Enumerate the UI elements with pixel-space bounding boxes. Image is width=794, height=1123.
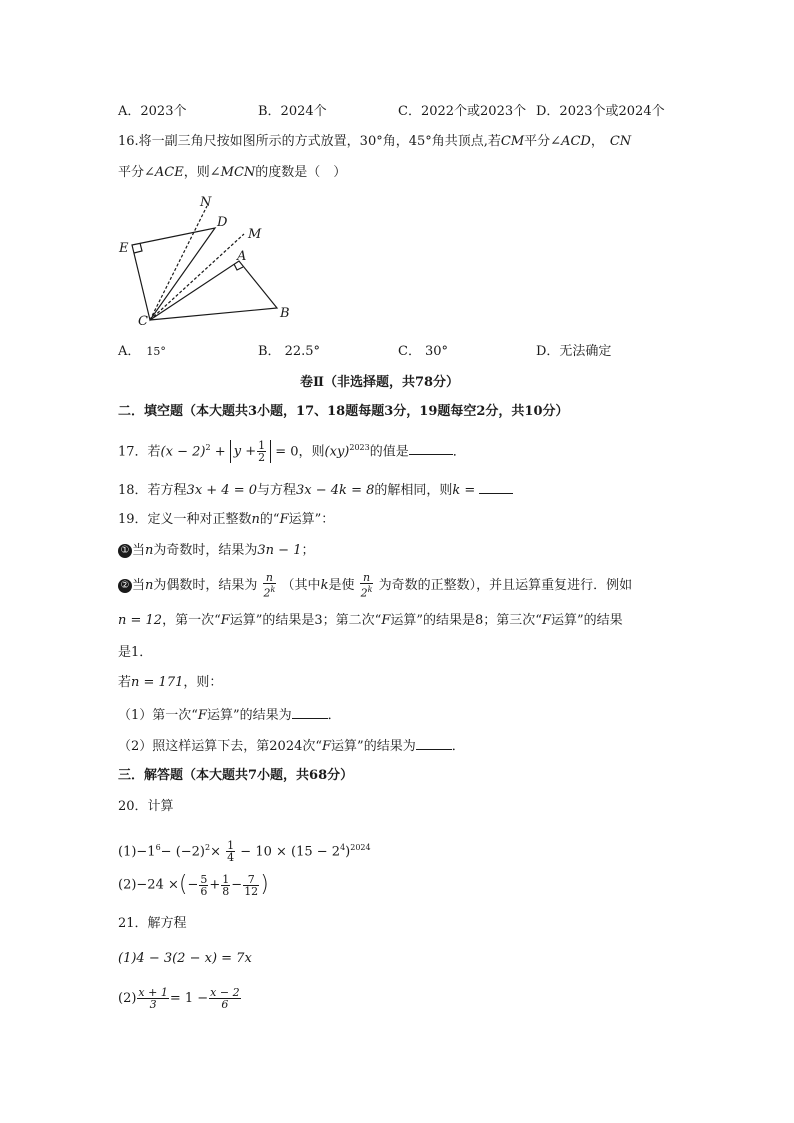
abs-value: y + $\frac{1}{2}$: [230, 440, 271, 463]
q15-option-d: D．2023个或2024个: [536, 104, 665, 119]
fraction-n-over-2k: $\frac{n}{2^k}$: [263, 571, 276, 600]
q19-example: n = 12，第一次“F运算”的结果是3；第二次“F运算”的结果是8；第三次“F运算”的结果: [118, 613, 623, 628]
part2-heading: 二．填空题（本大题共3小题，17、18题每题3分，19题每空2分，共10分）: [118, 404, 569, 419]
q19-rule1: ① 当n为奇数时，结果为3n − 1；: [118, 541, 315, 561]
label-b: B: [280, 306, 290, 321]
q16-line1: 16.将一副三角尺按如图所示的方式放置，30°角，45°角共顶点,若CM平分∠ACD， CN: [118, 134, 632, 149]
ray-cm: [150, 234, 247, 320]
q21-eq1: (1)4 − 3(2 − x) = 7x: [118, 951, 252, 966]
q16-options: [118, 342, 612, 362]
q20-title: 20．计算: [118, 799, 174, 814]
q20-expr2: (2)−24 ×(− $\frac{5}{6}$ + $\frac{1}{8}$ − $\frac{7}{12}$ ): [118, 872, 269, 898]
q19-given: 若n = 171，则：: [118, 675, 223, 690]
q19-part1: （1）第一次“F运算”的结果为 ．: [118, 704, 341, 726]
triangle-figure: [116, 194, 296, 329]
part3-heading: 三．解答题（本大题共7小题，共68分）: [118, 768, 354, 783]
q19-example-end: 是1．: [118, 645, 153, 660]
label-d: D: [217, 215, 228, 230]
label-c: C: [138, 314, 148, 329]
answer-blank[interactable]: [416, 735, 452, 750]
label-n: N: [200, 195, 212, 210]
fraction-n-over-2k: $\frac{n}{2^k}$: [360, 571, 373, 600]
q18: 18．若方程3x + 4 = 0与方程3x − 4k = 8的解相同，则k =: [118, 479, 513, 501]
label-m: M: [248, 227, 262, 242]
q16-option-b: B． 22.5°: [258, 344, 321, 359]
q15-option-b: B．2024个: [258, 104, 327, 119]
q15-options: [118, 102, 665, 122]
q21-eq2: (2) $\frac{x + 1}{3}$ = 1 − $\frac{x - 2}{6}$: [118, 986, 240, 1011]
answer-blank[interactable]: [479, 479, 513, 494]
q19-rule2: ② 当n为偶数时，结果为 $\frac{n}{2^k}$ （其中k是使 $\frac{n}{2^k}$ 为奇数的正整数），并且运算重复进行．例如: [118, 572, 632, 600]
triangle-cab: [150, 261, 277, 320]
q16-option-d: D．无法确定: [536, 344, 612, 359]
ray-cn: [150, 206, 207, 320]
q17: 17．若$(x - 2)^2 + y$ + $\frac{1}{2}$ = 0，则(xy)$^{2023}$的值是 ．: [118, 439, 466, 465]
answer-blank[interactable]: [409, 440, 453, 455]
q20-expr1: $(1)-1^6- (-2)^2\times$ $\frac{1}{4}$ − $10 \times (15 - 2^4)^{2024}$: [118, 839, 371, 865]
q15-option-c: C．2022个或2023个: [398, 104, 527, 119]
answer-blank[interactable]: [292, 704, 328, 719]
section2-heading: 卷Ⅱ（非选择题，共78分）: [300, 375, 460, 390]
q16-option-a: A． 15°: [118, 344, 166, 359]
label-a: A: [237, 249, 247, 264]
q21-title: 21．解方程: [118, 916, 187, 931]
q16-option-c: C． 30°: [398, 344, 448, 359]
q16-line2: 平分∠ACE，则∠MCN的度数是（ ）: [118, 165, 347, 180]
q15-option-a: A．2023个: [118, 104, 187, 119]
q19-line1: 19．定义一种对正整数n的“F运算”：: [118, 512, 335, 527]
label-e: E: [119, 241, 129, 256]
q19-part2: （2）照这样运算下去，第2024次“F运算”的结果为 ．: [118, 735, 465, 757]
